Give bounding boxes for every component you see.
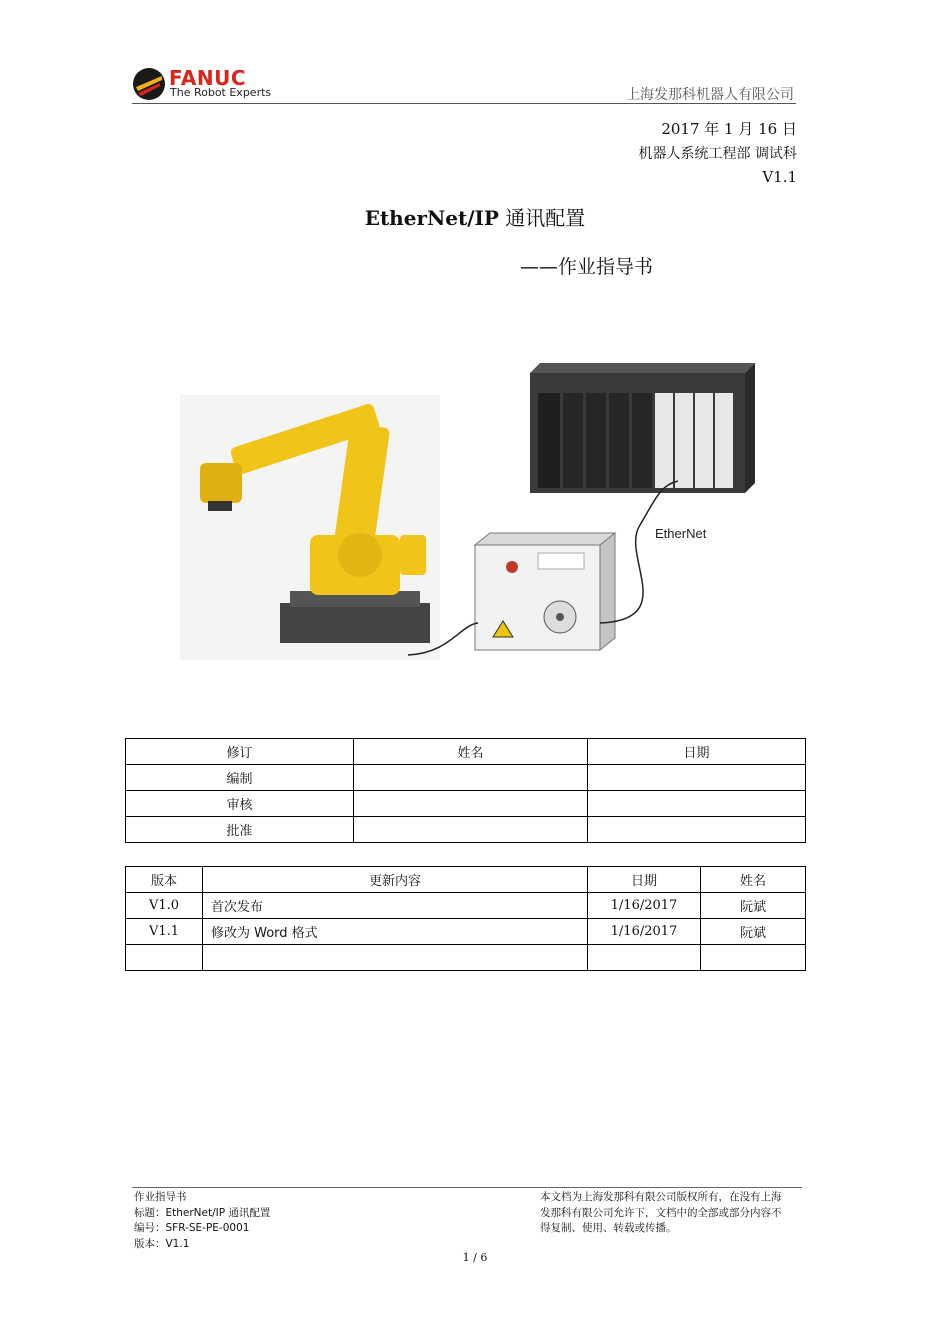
company-name: 上海发那科机器人有限公司	[626, 87, 794, 103]
header-cell: 姓名	[354, 739, 588, 765]
document-subtitle: ——作业指导书	[520, 256, 654, 278]
cell	[588, 817, 806, 843]
header-cell: 姓名	[701, 867, 806, 893]
cell	[126, 945, 203, 971]
header-cell: 更新内容	[203, 867, 588, 893]
cell	[588, 945, 701, 971]
table-row	[126, 945, 806, 971]
approval-table	[125, 738, 806, 843]
system-illustration	[160, 355, 800, 675]
cell: 1/16/2017	[588, 919, 701, 945]
department: 机器人系统工程部 调试科	[638, 146, 797, 162]
table-header-row	[126, 867, 806, 893]
cell: V1.0	[126, 893, 203, 919]
table-header-row	[126, 739, 806, 765]
document-date: 2017 年 1 月 16 日	[661, 120, 797, 138]
document-version: V1.1	[762, 168, 797, 186]
footer-document-info	[134, 1190, 270, 1252]
cell	[701, 945, 806, 971]
title-latin: EtherNet/IP	[364, 206, 499, 230]
title-cjk: 通讯配置	[498, 206, 586, 230]
footer-doc-number: 编号：SFR-SE-PE-0001	[134, 1222, 250, 1234]
cell: V1.1	[126, 919, 203, 945]
robot-controller-icon	[475, 533, 615, 650]
header-cell: 日期	[588, 867, 701, 893]
fanuc-emblem-icon	[132, 67, 166, 101]
table-row	[126, 765, 806, 791]
logo-tagline: The Robot Experts	[170, 86, 272, 99]
footer-doc-type: 作业指导书	[134, 1191, 187, 1203]
plc-rack-icon	[530, 363, 755, 493]
cell: 1/16/2017	[588, 893, 701, 919]
document-title	[0, 202, 950, 231]
cell: 批准	[126, 817, 354, 843]
table-row	[126, 919, 806, 945]
cell: 首次发布	[203, 893, 588, 919]
header-cell: 修订	[126, 739, 354, 765]
cell	[354, 765, 588, 791]
footer-doc-version: 版本：V1.1	[134, 1237, 190, 1250]
header-cell: 版本	[126, 867, 203, 893]
header-cell: 日期	[588, 739, 806, 765]
table-row	[126, 893, 806, 919]
footer-doc-title: 标题：EtherNet/IP 通讯配置	[134, 1206, 271, 1219]
cell: 修改为 Word 格式	[203, 919, 588, 945]
ethernet-label: EtherNet	[655, 526, 707, 541]
page-number: 1 / 6	[462, 1251, 488, 1264]
table-row	[126, 791, 806, 817]
fanuc-logo	[132, 66, 272, 102]
logo-wordmark: FANUC	[169, 66, 247, 90]
cell	[588, 765, 806, 791]
revision-table	[125, 866, 806, 971]
cell	[203, 945, 588, 971]
cell: 审核	[126, 791, 354, 817]
cell: 阮斌	[701, 919, 806, 945]
robot-controller-plc-figure	[160, 355, 800, 675]
table-row	[126, 817, 806, 843]
footer-copyright: 本文档为上海发那科有限公司版权所有，在没有上海发那科有限公司允许下，文档中的全部或部分内容不得复制、使用、转载或传播。	[540, 1191, 782, 1234]
header-divider	[132, 103, 796, 104]
footer-divider	[132, 1187, 802, 1188]
cell	[354, 791, 588, 817]
cell: 阮斌	[701, 893, 806, 919]
cell	[588, 791, 806, 817]
cell: 编制	[126, 765, 354, 791]
cell	[354, 817, 588, 843]
